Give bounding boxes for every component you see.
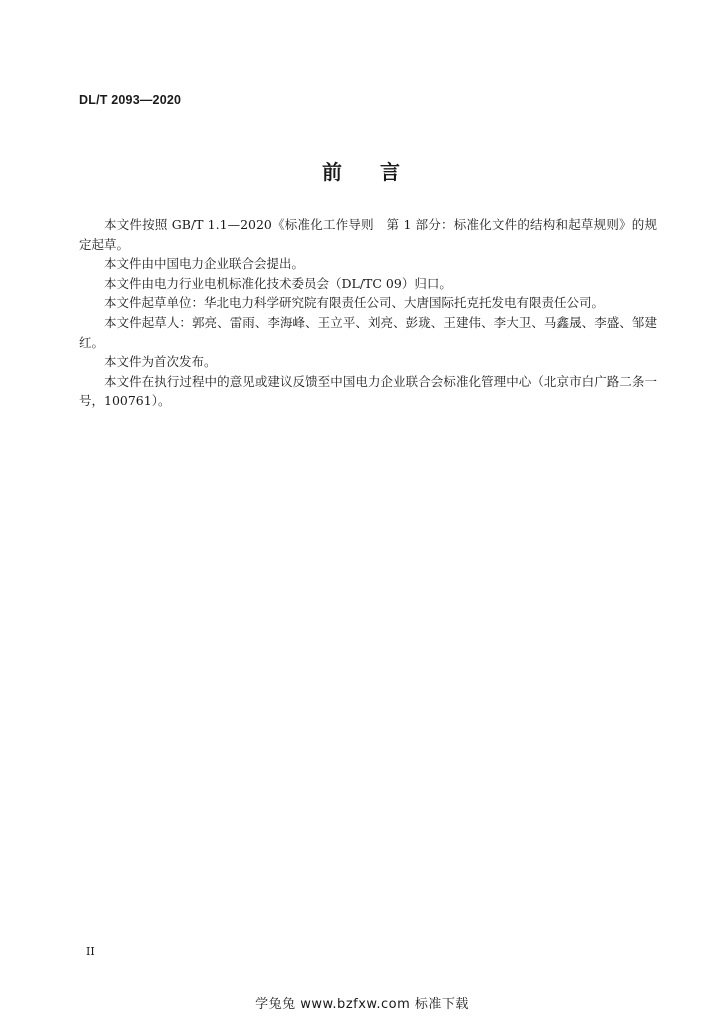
- page-title: [0, 156, 724, 185]
- paragraph-drafting-rules: 本文件按照 GB/T 1.1—2020《标准化工作导则 第 1 部分：标准化文件的结构和起草规则》的规定起草。: [79, 217, 657, 252]
- paragraph-drafters: 本文件起草人：郭亮、雷雨、李海峰、王立平、刘亮、彭珑、王建伟、李大卫、马鑫晟、李盛、邹建红。: [79, 314, 657, 350]
- title-char-2: 言: [380, 160, 402, 184]
- footer-watermark: 学兔兔 www.bzfxw.com 标准下载: [255, 997, 469, 1012]
- paragraph-committee: 本文件由电力行业电机标准化技术委员会（DL/TC 09）归口。: [104, 275, 452, 291]
- title-char-1: 前: [322, 160, 344, 184]
- paragraph-feedback: 本文件在执行过程中的意见或建议反馈至中国电力企业联合会标准化管理中心（北京市白广路二条一号，100761）。: [79, 373, 657, 409]
- document-code: DL/T 2093—2020: [79, 93, 182, 107]
- paragraph-drafting-units: 本文件起草单位：华北电力科学研究院有限责任公司、大唐国际托克托发电有限责任公司。: [104, 295, 605, 311]
- paragraph-proposer: 本文件由中国电力企业联合会提出。: [104, 256, 305, 272]
- page-number: II: [86, 945, 95, 958]
- paragraph-first-release: 本文件为首次发布。: [104, 354, 217, 370]
- foreword-body: [79, 215, 657, 411]
